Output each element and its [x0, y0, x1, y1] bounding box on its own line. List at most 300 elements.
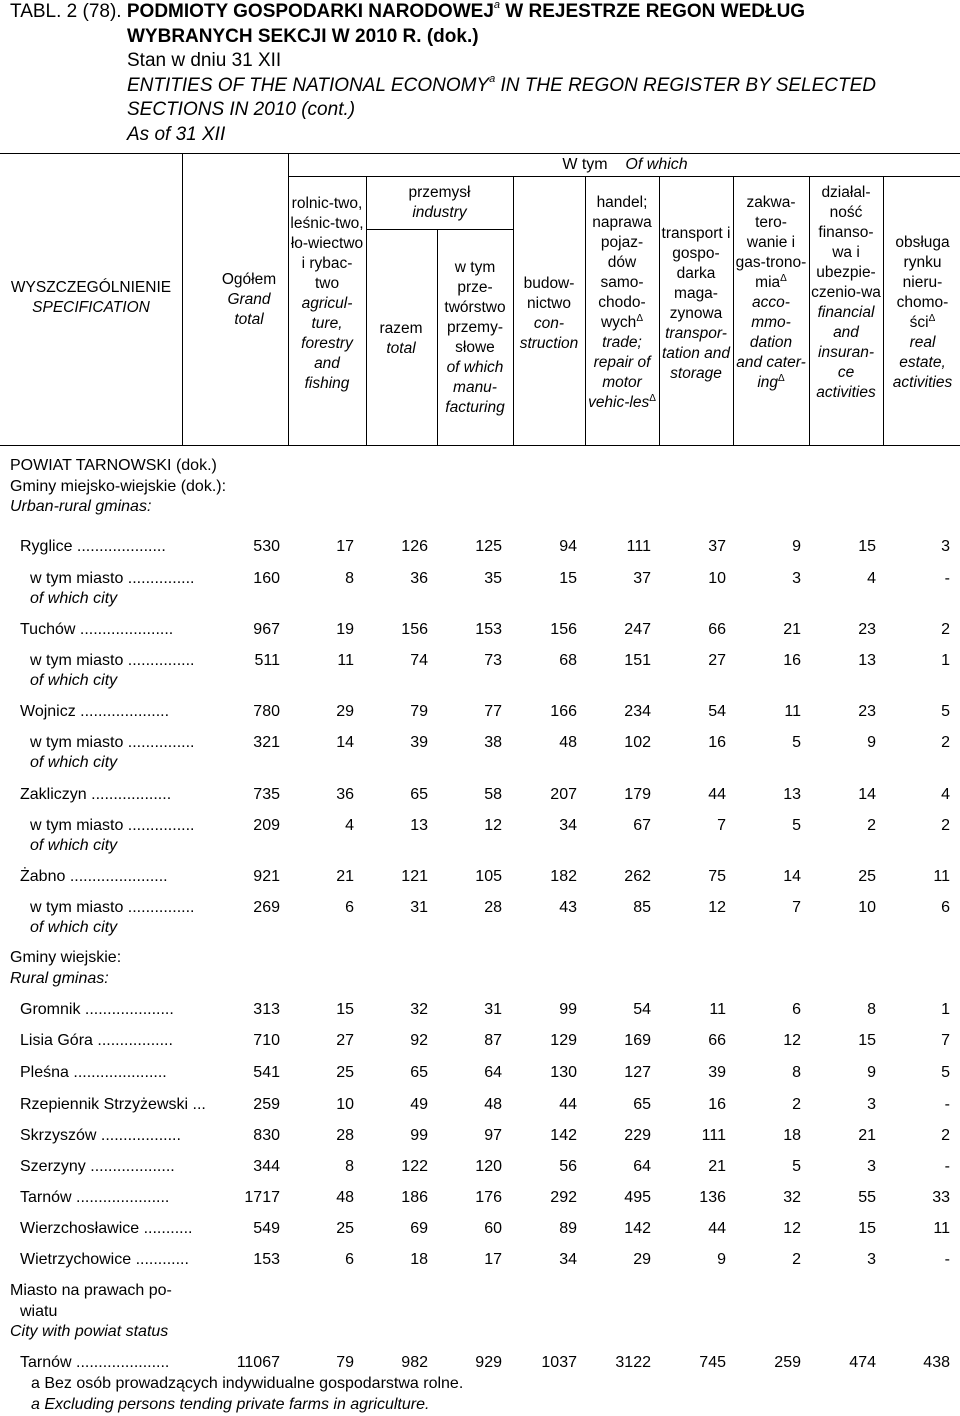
- row-label: Rzepiennik Strzyżewski ...: [20, 1096, 206, 1113]
- cell-value: 16: [783, 652, 801, 669]
- total-en: Grand total: [227, 291, 271, 328]
- rural-pl: Gminy wiejskie:: [10, 949, 122, 966]
- cell-value: 129: [550, 1032, 577, 1049]
- cell-value: 11: [337, 652, 354, 669]
- cell-value: 111: [626, 538, 651, 555]
- cell-value: 6: [792, 1001, 801, 1018]
- cell-value: 94: [559, 538, 577, 555]
- urban-rural-pl: Gminy miejsko-wiejskie (dok.):: [10, 477, 227, 495]
- cell-value: 25: [336, 1220, 354, 1237]
- row-label: Lisia Góra .................: [20, 1032, 173, 1049]
- row-label: Wojnicz ....................: [20, 703, 170, 720]
- section-powiat: [10, 456, 226, 518]
- cell-value: 530: [253, 538, 280, 555]
- cell-value: 3: [867, 1251, 876, 1268]
- cell-value: 15: [858, 1220, 876, 1237]
- cell-value: 54: [633, 1001, 651, 1018]
- title-english-line2: SECTIONS IN 2010 (cont.): [127, 99, 356, 120]
- cell-value: 99: [559, 1001, 577, 1018]
- title-pl-line2-text: WYBRANYCH SEKCJI W 2010 R. (dok.): [127, 25, 479, 47]
- cell-value: 967: [253, 621, 280, 638]
- cell-value: 4: [867, 570, 876, 587]
- title-pl-part1: PODMIOTY GOSPODARKI NARODOWEJ: [126, 1, 494, 22]
- cell-value: 5: [792, 817, 801, 834]
- header-of-which: [530, 155, 720, 175]
- cell-value: 75: [708, 868, 726, 885]
- cell-value: 12: [708, 899, 726, 916]
- cell-value: 12: [783, 1220, 801, 1237]
- cell-value: 27: [336, 1032, 354, 1049]
- cell-value: 474: [849, 1354, 876, 1371]
- cell-value: 166: [550, 703, 577, 720]
- cell-value: 169: [624, 1032, 651, 1049]
- cell-value: 11067: [236, 1354, 280, 1371]
- cell-value: 549: [253, 1220, 280, 1237]
- header-trade: [587, 193, 657, 413]
- cell-value: 5: [941, 703, 950, 720]
- cell-value: 34: [559, 1251, 577, 1268]
- cell-value: 5: [792, 734, 801, 751]
- row-label: Zakliczyn ..................: [20, 786, 172, 803]
- ind-total-en: total: [386, 340, 416, 357]
- title-en-part2: IN THE REGON REGISTER BY SELECTED: [500, 74, 877, 96]
- cell-value: 65: [410, 1064, 428, 1081]
- cell-value: 830: [253, 1127, 280, 1144]
- header-mid-rule: [288, 176, 960, 177]
- row-label: Tarnów .....................: [20, 1354, 170, 1371]
- header-financial: [811, 183, 881, 403]
- header-divider: [733, 176, 734, 445]
- cell-value: 127: [624, 1064, 651, 1081]
- cell-value: 38: [484, 734, 502, 751]
- cell-value: 1037: [541, 1354, 577, 1371]
- header-divider: [437, 229, 438, 445]
- title-english-line1: [10, 74, 876, 99]
- cell-value: -: [944, 1096, 950, 1113]
- ofwhich-en: Of which: [625, 156, 688, 173]
- ind-total-pl: razem: [379, 320, 423, 337]
- title-polish-line1: [10, 0, 876, 25]
- cell-value: 44: [708, 786, 726, 803]
- cell-value: 111: [701, 1127, 726, 1144]
- cell-value: 9: [867, 1064, 876, 1081]
- row-label: Szerzyny ...................: [20, 1158, 175, 1175]
- cell-value: 7: [717, 817, 726, 834]
- constr-pl: budow-nictwo: [523, 275, 575, 312]
- ofwhich-pl: W tym: [562, 156, 608, 173]
- cell-value: 10: [336, 1096, 354, 1113]
- cell-value: 11: [709, 1001, 726, 1018]
- header-divider: [182, 153, 183, 445]
- cell-value: 15: [559, 570, 577, 587]
- cell-value: 25: [858, 868, 876, 885]
- cell-value: 6: [345, 1251, 354, 1268]
- title-en-part1: ENTITIES OF THE NATIONAL ECONOMY: [127, 74, 490, 96]
- header-divider: [809, 176, 810, 445]
- cell-value: 541: [253, 1064, 280, 1081]
- cell-value: 745: [699, 1354, 726, 1371]
- row-sublabel: of which city: [30, 754, 118, 771]
- footnote-en: a Excluding persons tending private farms in agriculture.: [31, 1395, 430, 1413]
- cell-value: 32: [783, 1189, 801, 1206]
- cell-value: 48: [336, 1189, 354, 1206]
- cell-value: 102: [624, 734, 651, 751]
- cell-value: 6: [941, 899, 950, 916]
- cell-value: 151: [624, 652, 651, 669]
- cell-value: 28: [336, 1127, 354, 1144]
- cell-value: 16: [708, 1096, 726, 1113]
- header-accommodation: [735, 193, 807, 393]
- row-label: Wietrzychowice ............: [20, 1251, 189, 1268]
- cell-value: 1717: [244, 1189, 280, 1206]
- re-en: real estate, activities: [892, 334, 953, 391]
- accom-en: [735, 293, 807, 393]
- fin-pl: działal-ność finanso-wa i ubezpie-czenio-wa: [811, 184, 881, 301]
- title-polish-line3: Stan w dniu 31 XII: [127, 50, 282, 71]
- row-sublabel: of which city: [30, 919, 118, 936]
- cell-value: 15: [858, 1032, 876, 1049]
- row-label: Skrzyszów ..................: [20, 1127, 181, 1144]
- cell-value: 16: [708, 734, 726, 751]
- cell-value: 69: [410, 1220, 428, 1237]
- cell-value: 929: [475, 1354, 502, 1371]
- footnote-pl: a Bez osób prowadzących indywidualne gospodarstwa rolne.: [31, 1375, 464, 1392]
- cell-value: 11: [933, 1220, 950, 1237]
- cell-value: 58: [484, 786, 502, 803]
- cell-value: 92: [410, 1032, 428, 1049]
- row-label: Ryglice ....................: [20, 538, 166, 555]
- header-divider: [585, 176, 586, 445]
- cell-value: 142: [624, 1220, 651, 1237]
- cell-value: 18: [410, 1251, 428, 1268]
- footnote: [31, 1374, 463, 1415]
- cell-value: 156: [401, 621, 428, 638]
- cell-value: 7: [941, 1032, 950, 1049]
- constr-en: con-struction: [519, 315, 579, 352]
- delta-mark: Δ: [928, 313, 936, 324]
- cell-value: 37: [633, 570, 651, 587]
- cell-value: 74: [410, 652, 428, 669]
- accom-en-text: acco-mmo-dation and cater-ing: [736, 294, 806, 391]
- urban-rural-en: Urban-rural gminas:: [10, 498, 152, 515]
- manuf-en: of which manu-facturing: [445, 359, 505, 416]
- cell-value: 65: [633, 1096, 651, 1113]
- cell-value: 921: [253, 868, 280, 885]
- manuf-pl: w tym prze-twórstwo przemy-słowe: [444, 259, 506, 356]
- agri-en: agricul-ture, forestry and fishing: [301, 295, 353, 392]
- cell-value: 31: [484, 1001, 502, 1018]
- cell-value: 4: [941, 786, 950, 803]
- cell-value: 33: [932, 1189, 950, 1206]
- cell-value: 2: [792, 1096, 801, 1113]
- row-label: w tym miasto ...............: [30, 899, 195, 916]
- cell-value: 11: [784, 703, 801, 720]
- title-en-sup: a: [489, 72, 496, 85]
- section-city: [10, 1281, 172, 1343]
- header-industry-total: [368, 319, 434, 359]
- cell-value: 209: [253, 817, 280, 834]
- cell-value: 85: [633, 899, 651, 916]
- transport-pl: transport i gospo-darka maga-zynowa: [661, 225, 731, 322]
- cell-value: 160: [253, 570, 280, 587]
- cell-value: 12: [783, 1032, 801, 1049]
- cell-value: 8: [867, 1001, 876, 1018]
- cell-value: 735: [253, 786, 280, 803]
- row-label: Tuchów .....................: [20, 621, 174, 638]
- header-grand-total: [214, 270, 284, 330]
- cell-value: 15: [336, 1001, 354, 1018]
- cell-value: 60: [484, 1220, 502, 1237]
- cell-value: 73: [484, 652, 502, 669]
- cell-value: 89: [559, 1220, 577, 1237]
- row-sublabel: of which city: [30, 672, 118, 689]
- cell-value: 982: [401, 1354, 428, 1371]
- cell-value: 10: [858, 899, 876, 916]
- cell-value: 34: [559, 817, 577, 834]
- trade-pl: [587, 193, 657, 333]
- cell-value: 313: [253, 1001, 280, 1018]
- row-label: w tym miasto ...............: [30, 570, 195, 587]
- cell-value: 153: [475, 621, 502, 638]
- cell-value: 68: [559, 652, 577, 669]
- table-number: TABL. 2 (78).: [10, 1, 122, 22]
- cell-value: 37: [708, 538, 726, 555]
- accom-pl-text: zakwa-tero-wanie i gas-trono-mia: [735, 194, 807, 291]
- agri-pl: rolnic-two, leśnic-two, ło-wiectwo i rybac-two: [290, 195, 364, 292]
- fin-en: financial and insuran-ce activities: [816, 304, 876, 401]
- cell-value: 176: [475, 1189, 502, 1206]
- cell-value: 87: [484, 1032, 502, 1049]
- header-transport: [661, 224, 731, 384]
- cell-value: 2: [941, 1127, 950, 1144]
- cell-value: 511: [254, 652, 280, 669]
- cell-value: 15: [858, 538, 876, 555]
- delta-mark: Δ: [778, 373, 785, 384]
- cell-value: 29: [336, 703, 354, 720]
- spec-pl: WYSZCZEGÓLNIENIE: [10, 279, 172, 296]
- cell-value: 207: [550, 786, 577, 803]
- header-manufacturing: [439, 258, 511, 418]
- cell-value: -: [944, 1251, 950, 1268]
- cell-value: 122: [401, 1158, 428, 1175]
- trade-en: [587, 333, 657, 413]
- header-bottom-rule: [0, 445, 960, 446]
- cell-value: 10: [708, 570, 726, 587]
- cell-value: 121: [401, 868, 428, 885]
- cell-value: 3: [867, 1158, 876, 1175]
- cell-value: 262: [624, 868, 651, 885]
- cell-value: 105: [475, 868, 502, 885]
- powiat-label: POWIAT TARNOWSKI (dok.): [10, 457, 217, 474]
- title-english-line3: As of 31 XII: [127, 123, 226, 145]
- cell-value: 126: [401, 538, 428, 555]
- header-divider: [659, 176, 660, 445]
- title-pl-part2: W REJESTRZE REGON WEDŁUG: [505, 1, 806, 22]
- header-divider: [883, 176, 884, 445]
- cell-value: 21: [783, 621, 801, 638]
- cell-value: 495: [624, 1189, 651, 1206]
- industry-rule: [366, 229, 513, 230]
- cell-value: 9: [867, 734, 876, 751]
- header-divider: [288, 153, 289, 445]
- cell-value: 182: [550, 868, 577, 885]
- cell-value: 97: [484, 1127, 502, 1144]
- cell-value: 79: [410, 703, 428, 720]
- cell-value: 17: [484, 1251, 502, 1268]
- cell-value: 19: [336, 621, 354, 638]
- cell-value: 21: [708, 1158, 726, 1175]
- delta-mark: Δ: [636, 313, 643, 324]
- accom-pl: [735, 193, 807, 293]
- cell-value: 153: [253, 1251, 280, 1268]
- row-label: Gromnik ....................: [20, 1001, 174, 1018]
- cell-value: 54: [708, 703, 726, 720]
- cell-value: 3: [941, 538, 950, 555]
- row-label: Tarnów .....................: [20, 1189, 170, 1206]
- cell-value: 27: [708, 652, 726, 669]
- cell-value: 7: [792, 899, 801, 916]
- cell-value: 8: [792, 1064, 801, 1081]
- cell-value: 39: [708, 1064, 726, 1081]
- re-pl: [885, 233, 960, 333]
- row-label: Pleśna .....................: [20, 1064, 167, 1081]
- cell-value: 23: [858, 703, 876, 720]
- cell-value: 9: [717, 1251, 726, 1268]
- cell-value: 14: [783, 868, 801, 885]
- row-label: Wierzchosławice ...........: [20, 1220, 193, 1237]
- city-en: City with powiat status: [10, 1323, 169, 1340]
- trade-pl-text: handel; naprawa pojaz-dów samo-chodo-wych: [592, 194, 652, 331]
- transport-en: transpor-tation and storage: [661, 325, 731, 382]
- cell-value: 14: [858, 786, 876, 803]
- cell-value: 4: [345, 817, 354, 834]
- header-industry: [366, 183, 513, 223]
- cell-value: -: [944, 570, 950, 587]
- cell-value: 259: [253, 1096, 280, 1113]
- cell-value: 2: [941, 817, 950, 834]
- cell-value: 11: [933, 868, 950, 885]
- cell-value: 49: [410, 1096, 428, 1113]
- spec-en: SPECIFICATION: [32, 299, 150, 316]
- cell-value: 3: [867, 1096, 876, 1113]
- cell-value: 25: [336, 1064, 354, 1081]
- industry-pl: przemysł: [408, 184, 471, 201]
- cell-value: 438: [923, 1354, 950, 1371]
- cell-value: 130: [550, 1064, 577, 1081]
- cell-value: 66: [708, 621, 726, 638]
- rural-en: Rural gminas:: [10, 969, 109, 987]
- section-rural: [10, 948, 121, 989]
- cell-value: 13: [858, 652, 876, 669]
- cell-value: 780: [253, 703, 280, 720]
- cell-value: 344: [253, 1158, 280, 1175]
- re-pl-text: obsługa rynku nieru-chomo-ści: [895, 234, 950, 331]
- trade-en-text: trade; repair of motor vehic-les: [588, 334, 651, 411]
- cell-value: 29: [633, 1251, 651, 1268]
- delta-mark: Δ: [780, 273, 787, 284]
- cell-value: 21: [858, 1127, 876, 1144]
- cell-value: 77: [484, 703, 502, 720]
- city-pl-1: Miasto na prawach po-: [10, 1282, 172, 1299]
- cell-value: 156: [550, 621, 577, 638]
- cell-value: 13: [410, 817, 428, 834]
- title-polish-line2: [10, 25, 876, 50]
- cell-value: 234: [624, 703, 651, 720]
- table-title: [10, 0, 876, 147]
- cell-value: 17: [336, 538, 354, 555]
- row-label: Żabno ......................: [20, 868, 168, 885]
- cell-value: 44: [708, 1220, 726, 1237]
- cell-value: 8: [345, 1158, 354, 1175]
- header-agriculture: [290, 194, 364, 394]
- header-specification: [0, 278, 182, 318]
- cell-value: 56: [559, 1158, 577, 1175]
- cell-value: 125: [475, 538, 502, 555]
- cell-value: 79: [336, 1354, 354, 1371]
- industry-en: industry: [412, 204, 467, 221]
- cell-value: 269: [253, 899, 280, 916]
- cell-value: 179: [624, 786, 651, 803]
- cell-value: 67: [633, 817, 651, 834]
- cell-value: 44: [559, 1096, 577, 1113]
- cell-value: 99: [410, 1127, 428, 1144]
- cell-value: 31: [410, 899, 428, 916]
- cell-value: 14: [336, 734, 354, 751]
- cell-value: 120: [475, 1158, 502, 1175]
- cell-value: 9: [792, 538, 801, 555]
- header-real-estate: [885, 233, 960, 393]
- cell-value: 66: [708, 1032, 726, 1049]
- cell-value: 2: [792, 1251, 801, 1268]
- cell-value: 136: [699, 1189, 726, 1206]
- row-label: w tym miasto ...............: [30, 734, 195, 751]
- cell-value: 65: [410, 786, 428, 803]
- cell-value: 710: [253, 1032, 280, 1049]
- cell-value: 28: [484, 899, 502, 916]
- cell-value: 48: [559, 734, 577, 751]
- cell-value: 8: [345, 570, 354, 587]
- city-pl-2: wiatu: [20, 1302, 58, 1320]
- cell-value: 39: [410, 734, 428, 751]
- delta-mark: Δ: [649, 393, 656, 404]
- title-pl-sup: a: [493, 0, 501, 11]
- cell-value: 321: [253, 734, 280, 751]
- cell-value: 64: [484, 1064, 502, 1081]
- cell-value: 48: [484, 1096, 502, 1113]
- header-construction: [513, 274, 585, 354]
- cell-value: 36: [410, 570, 428, 587]
- row-label: w tym miasto ...............: [30, 817, 195, 834]
- cell-value: 13: [783, 786, 801, 803]
- cell-value: 2: [867, 817, 876, 834]
- header-top-rule: [0, 153, 960, 154]
- cell-value: 1: [941, 652, 950, 669]
- row-sublabel: of which city: [30, 837, 118, 854]
- cell-value: 36: [336, 786, 354, 803]
- cell-value: 3: [792, 570, 801, 587]
- cell-value: 23: [858, 621, 876, 638]
- cell-value: 2: [941, 734, 950, 751]
- cell-value: 247: [624, 621, 651, 638]
- cell-value: 12: [484, 817, 502, 834]
- total-pl: Ogółem: [221, 271, 277, 288]
- cell-value: 5: [941, 1064, 950, 1081]
- cell-value: 64: [633, 1158, 651, 1175]
- cell-value: 18: [783, 1127, 801, 1144]
- row-label: w tym miasto ...............: [30, 652, 195, 669]
- cell-value: 186: [401, 1189, 428, 1206]
- cell-value: 259: [774, 1354, 801, 1371]
